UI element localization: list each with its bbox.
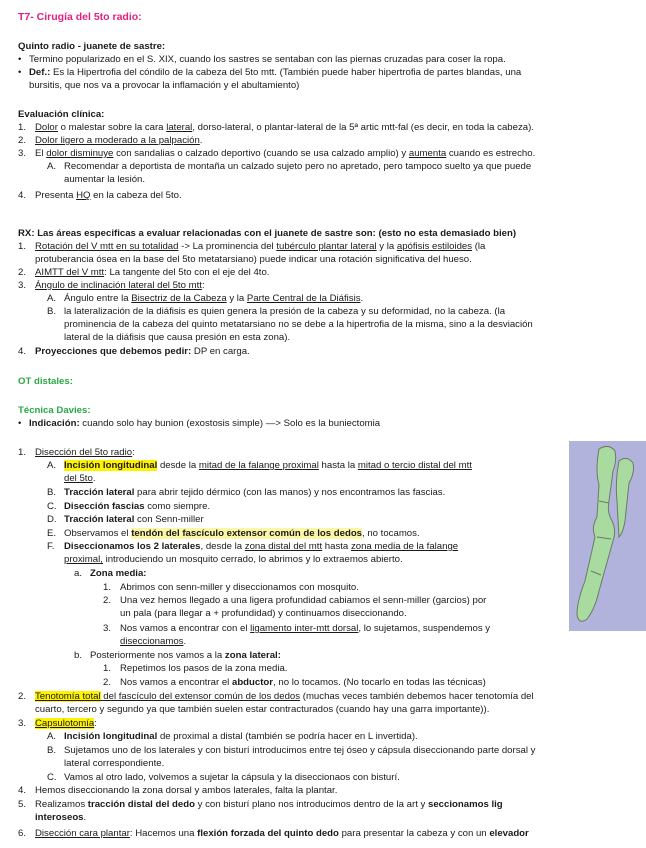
list-item: Disección del 5to radio: — [35, 447, 135, 458]
list-number: 2. — [18, 267, 27, 278]
list-number: 2. — [103, 595, 112, 606]
list-number: 1. — [103, 582, 112, 593]
list-bullet: • — [18, 54, 22, 65]
section-heading-rx: RX: Las áreas especificas a evaluar relacionadas con el juanete de sastre son: (esto no esta demasiado bien) — [18, 228, 517, 239]
list-item: Ángulo de inclinación lateral del 5to mtt: — [35, 280, 205, 291]
list-item: Diseccionamos los 2 laterales, desde la zona distal del mtt hasta zona media de la falange — [64, 541, 459, 552]
list-letter: B. — [47, 487, 57, 498]
list-letter: C. — [47, 501, 57, 512]
list-letter: B. — [47, 745, 57, 756]
list-number: 2. — [103, 677, 112, 688]
list-subletter: b. — [74, 650, 83, 661]
toe-bone-icon — [569, 441, 646, 631]
list-number: 1. — [18, 241, 27, 252]
list-item: Indicación: cuando solo hay bunion (exostosis simple) —> Solo es la buniectomia — [29, 418, 381, 429]
list-item-continuation: protuberancia ósea en la base del 5to metatarsiano) puede indicar una rotación significativa del hueso. — [35, 254, 472, 265]
list-item: Hemos diseccionando la zona dorsal y ambos laterales, falta la plantar. — [35, 785, 338, 796]
bone-illustration — [569, 441, 646, 631]
list-item-continuation: interoseos. — [35, 812, 87, 823]
section-heading-evaluacion: Evaluación clínica: — [18, 109, 105, 120]
section-heading-quinto-radio: Quinto radio - juanete de sastre: — [18, 41, 166, 52]
list-number: 5. — [18, 799, 27, 810]
list-item: Nos vamos a encontrar con el ligamento inter-mtt dorsal, lo sujetamos, suspendemos y — [120, 623, 491, 634]
list-item: Def.: Es la Hipertrofia del cóndilo de la cabeza del 5to mtt. (También puede haber hipertrofia de partes blandas, una — [29, 67, 522, 78]
list-item: Dolor o malestar sobre la cara lateral, dorso-lateral, o plantar-lateral de la 5ª artic mtt-fal (es decir, en toda la cabeza). — [35, 122, 534, 133]
list-item-continuation: diseccionamos. — [120, 636, 187, 647]
list-number: 2. — [18, 691, 27, 702]
list-item: Realizamos tracción distal del dedo y con bisturí plano nos introducimos dentro de la art y seccionamos lig — [35, 799, 503, 810]
list-letter: C. — [47, 772, 57, 783]
list-item: Tenotomía total del fascículo del extensor común de los dedos (muchas veces también debemos hacer tenotomía del — [35, 691, 534, 702]
list-item-continuation: lateral de la diáfisis que causa presión en esta zona). — [64, 332, 291, 343]
list-item: Ángulo entre la Bisectriz de la Cabeza y la Parte Central de la Diáfisis. — [64, 293, 364, 304]
list-item: AIMTT del V mtt: La tangente del 5to con el eje del 4to. — [35, 267, 270, 278]
list-item: Posteriormente nos vamos a la zona lateral: — [90, 650, 281, 661]
list-item: Abrimos con senn-miller y diseccionamos con mosquito. — [120, 582, 359, 593]
list-number: 4. — [18, 346, 27, 357]
list-item: Tracción lateral para abrir tejido dérmico (con las manos) y nos encontramos las fascias. — [64, 487, 446, 498]
list-item-continuation: prominencia de la cabeza del quinto metatarsiano no se debe a la hipertrofia de la misma, sino a la desviación — [64, 319, 533, 330]
list-number: 3. — [18, 148, 27, 159]
list-bullet: • — [18, 67, 22, 78]
list-letter: A. — [47, 161, 57, 172]
list-subletter: a. — [74, 568, 83, 579]
list-letter: F. — [47, 541, 55, 552]
list-item: Termino popularizado en el S. XIX, cuando los sastres se sentaban con las piernas cruzadas para coser la ropa. — [29, 54, 506, 65]
list-number: 3. — [103, 623, 112, 634]
list-item: Sujetamos uno de los laterales y con bisturí introducimos entre tej óseo y cápsula diseccionando parte dorsal y — [64, 745, 536, 756]
list-item-continuation: bursitis, que nos va a provocar la inflamación y el abultamiento) — [29, 80, 300, 91]
list-item: Recomendar a deportista de montaña un calzado sujeto pero no apretado, pero tampoco suelto ya que puede — [64, 161, 532, 172]
list-letter: A. — [47, 460, 57, 471]
list-item-continuation: cuarto, tercero y segundo ya que también suelen estar contracturados (cuando hay una garra importante)). — [35, 704, 490, 715]
list-number: 3. — [18, 718, 27, 729]
list-item: Incisión longitudinal desde la mitad de la falange proximal hasta la mitad o tercio distal del mtt — [64, 460, 472, 471]
list-letter: A. — [47, 731, 57, 742]
list-item: Observamos el tendón del fascículo extensor común de los dedos, no tocamos. — [64, 528, 420, 539]
list-item: Disección fascias como siempre. — [64, 501, 211, 512]
list-item: Tracción lateral con Senn-miller — [64, 514, 204, 525]
list-letter: A. — [47, 293, 57, 304]
list-number: 3. — [18, 280, 27, 291]
list-item: Capsulotomía: — [35, 718, 97, 729]
list-number: 4. — [18, 785, 27, 796]
list-item: la lateralización de la diáfisis es quien genera la presión de la cabeza y su deformidad, no la cabeza. (la — [64, 306, 506, 317]
list-item-continuation: aumentar la lesión. — [64, 174, 146, 185]
list-bullet: • — [18, 418, 22, 429]
section-heading-ot-distales: OT distales: — [18, 376, 73, 387]
list-item: Una vez hemos llegado a una ligera profundidad cabiamos el senn-miller (garcios) por — [120, 595, 487, 606]
list-item: Proyecciones que debemos pedir: DP en carga. — [35, 346, 250, 357]
list-letter: B. — [47, 306, 57, 317]
list-item: Nos vamos a encontrar el abductor, no lo tocamos. (No tocarlo en todas las técnicas) — [120, 677, 486, 688]
list-number: 1. — [18, 122, 27, 133]
list-item: Rotación del V mtt en su totalidad -> La prominencia del tubérculo plantar lateral y la apófisis estiloides (la — [35, 241, 486, 252]
list-number: 1. — [18, 447, 27, 458]
list-item-continuation: lateral correspondiente. — [64, 758, 165, 769]
list-item-continuation: un pala (para llegar a + profundidad) y continuamos diseccionando. — [120, 608, 407, 619]
list-item: Presenta HQ en la cabeza del 5to. — [35, 190, 182, 201]
list-item: Disección cara plantar: Hacemos una flexión forzada del quinto dedo para presentar la cabeza y con un elevador — [35, 828, 529, 839]
list-item: Vamos al otro lado, volvemos a sujetar la cápsula y la diseccionaos con bisturí. — [64, 772, 400, 783]
list-item: Incisión longitudinal de proximal a distal (también se podría hacer en L invertida). — [64, 731, 418, 742]
list-number: 4. — [18, 190, 27, 201]
page-title: T7- Cirugía del 5to radio: — [18, 11, 142, 23]
list-item: Repetimos los pasos de la zona media. — [120, 663, 288, 674]
list-number: 6. — [18, 828, 27, 839]
subheading-tecnica-davies: Técnica Davies: — [18, 405, 91, 416]
list-letter: D. — [47, 514, 57, 525]
list-letter: E. — [47, 528, 57, 539]
list-number: 1. — [103, 663, 112, 674]
list-item: Zona media: — [90, 568, 147, 579]
list-item-continuation: del 5to. — [64, 473, 96, 484]
list-item: Dolor ligero a moderado a la palpación. — [35, 135, 203, 146]
list-item: El dolor disminuye con sandalias o calzado deportivo (cuando se usa calzado amplio) y aumenta cuando es estrecho. — [35, 148, 536, 159]
list-number: 2. — [18, 135, 27, 146]
list-item-continuation: proximal, introduciendo un mosquito cerrado, lo abrimos y lo extraemos abierto. — [64, 554, 403, 565]
